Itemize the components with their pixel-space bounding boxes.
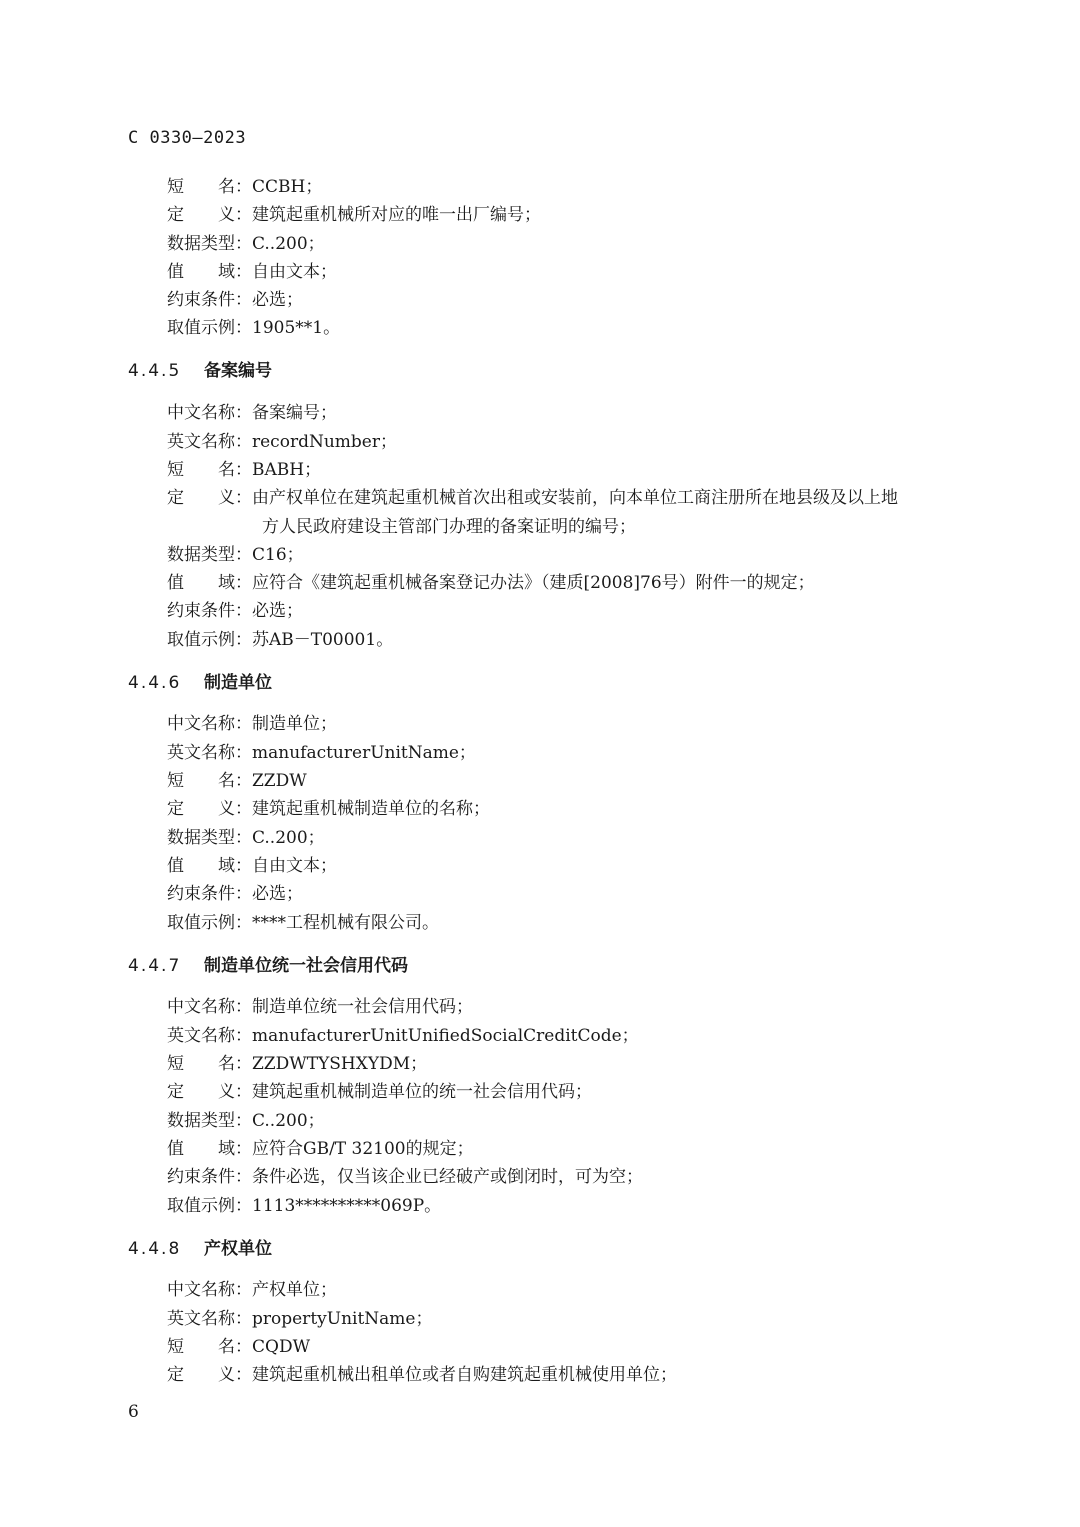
field-label: 数据类型： xyxy=(167,234,252,254)
field-data-type xyxy=(167,541,304,569)
field-data-type xyxy=(167,230,325,258)
field-label: 取值示例： xyxy=(167,1196,252,1216)
field-short-name xyxy=(167,1333,310,1361)
field-label: 值 域： xyxy=(167,1139,252,1159)
field-label: 短 名： xyxy=(167,1337,252,1357)
field-label: 数据类型： xyxy=(167,1111,252,1131)
field-value: 条件必选，仅当该企业已经破产或倒闭时，可为空； xyxy=(252,1167,643,1187)
field-definition xyxy=(167,1361,677,1389)
field-data-type xyxy=(167,1107,325,1135)
field-value: 建筑起重机械所对应的唯一出厂编号； xyxy=(252,205,541,225)
field-label: 短 名： xyxy=(167,1054,252,1074)
field-label: 定 义： xyxy=(167,1082,252,1102)
field-value: recordNumber； xyxy=(252,432,397,452)
field-value: CQDW xyxy=(252,1337,311,1357)
field-value: 必选； xyxy=(252,884,303,904)
field-definition xyxy=(167,484,898,512)
field-value: propertyUnitName； xyxy=(252,1309,433,1329)
field-label: 中文名称： xyxy=(167,1280,252,1300)
field-label: 约束条件： xyxy=(167,884,252,904)
field-label: 短 名： xyxy=(167,771,252,791)
field-value: 1113**********069P。 xyxy=(252,1196,442,1216)
field-example xyxy=(167,314,340,342)
field-label: 约束条件： xyxy=(167,290,252,310)
field-en-name xyxy=(167,428,397,456)
field-constraint xyxy=(167,880,303,908)
field-value: 备案编号； xyxy=(252,403,337,423)
section-heading xyxy=(128,669,272,697)
field-label: 取值示例： xyxy=(167,318,252,338)
section-number: 4.4.5 xyxy=(128,361,182,381)
field-value-domain xyxy=(167,569,815,597)
field-value: C16； xyxy=(252,545,304,565)
field-label: 中文名称： xyxy=(167,403,252,423)
field-label: 约束条件： xyxy=(167,601,252,621)
field-label: 中文名称： xyxy=(167,997,252,1017)
field-value: 产权单位； xyxy=(252,1280,337,1300)
field-definition-continued: 方人民政府建设主管部门办理的备案证明的编号； xyxy=(262,517,636,537)
field-value: 应符合《建筑起重机械备案登记办法》（建质[2008]76号）附件一的规定； xyxy=(252,573,815,593)
field-value: C..200； xyxy=(252,828,325,848)
field-label: 中文名称： xyxy=(167,714,252,734)
field-short-name xyxy=(167,456,321,484)
field-cn-name xyxy=(167,399,337,427)
field-value: manufacturerUnitName； xyxy=(252,743,476,763)
field-label: 英文名称： xyxy=(167,1309,252,1329)
field-constraint xyxy=(167,1163,643,1191)
field-short-name xyxy=(167,173,322,201)
field-en-name xyxy=(167,1305,432,1333)
field-label: 定 义： xyxy=(167,1365,252,1385)
field-label: 短 名： xyxy=(167,177,252,197)
field-example xyxy=(167,1192,441,1220)
field-value: C..200； xyxy=(252,1111,325,1131)
field-definition xyxy=(167,795,490,823)
field-value: 由产权单位在建筑起重机械首次出租或安装前，向本单位工商注册所在地县级及以上地 xyxy=(252,488,898,508)
field-definition xyxy=(167,201,541,229)
field-value: ZZDWTYSHXYDM； xyxy=(252,1054,428,1074)
field-example xyxy=(167,909,439,937)
field-label: 数据类型： xyxy=(167,545,252,565)
field-value-domain xyxy=(167,852,337,880)
field-value: BABH； xyxy=(252,460,322,480)
field-value: 制造单位； xyxy=(252,714,337,734)
field-value: 建筑起重机械制造单位的名称； xyxy=(252,799,490,819)
section-number: 4.4.6 xyxy=(128,673,182,693)
field-en-name xyxy=(167,739,476,767)
field-value: 自由文本； xyxy=(252,262,337,282)
section-title: 产权单位 xyxy=(204,1239,272,1259)
field-value: 苏AB－T00001。 xyxy=(252,630,394,650)
field-label: 英文名称： xyxy=(167,432,252,452)
field-short-name xyxy=(167,1050,427,1078)
field-value: 制造单位统一社会信用代码； xyxy=(252,997,473,1017)
field-constraint xyxy=(167,597,303,625)
field-label: 约束条件： xyxy=(167,1167,252,1187)
field-label: 值 域： xyxy=(167,573,252,593)
field-label: 定 义： xyxy=(167,205,252,225)
section-heading xyxy=(128,357,272,385)
section-title: 备案编号 xyxy=(204,361,272,381)
field-value: ****工程机械有限公司。 xyxy=(252,913,439,933)
field-constraint xyxy=(167,286,303,314)
field-label: 值 域： xyxy=(167,856,252,876)
field-value-domain xyxy=(167,258,337,286)
field-value: C..200； xyxy=(252,234,325,254)
field-cn-name xyxy=(167,710,337,738)
field-value: manufacturerUnitUnifiedSocialCreditCode； xyxy=(252,1026,639,1046)
field-label: 取值示例： xyxy=(167,913,252,933)
section-heading xyxy=(128,1235,272,1263)
page-number: 6 xyxy=(128,1402,139,1422)
field-value: CCBH； xyxy=(252,177,323,197)
field-label: 取值示例： xyxy=(167,630,252,650)
field-definition xyxy=(167,1078,592,1106)
field-value: 必选； xyxy=(252,601,303,621)
section-title: 制造单位 xyxy=(204,673,272,693)
field-value: 建筑起重机械出租单位或者自购建筑起重机械使用单位； xyxy=(252,1365,677,1385)
field-value: 建筑起重机械制造单位的统一社会信用代码； xyxy=(252,1082,592,1102)
field-label: 定 义： xyxy=(167,488,252,508)
field-cn-name xyxy=(167,993,473,1021)
field-example xyxy=(167,626,393,654)
field-label: 短 名： xyxy=(167,460,252,480)
field-cn-name xyxy=(167,1276,337,1304)
section-number: 4.4.7 xyxy=(128,956,182,976)
field-value: 自由文本； xyxy=(252,856,337,876)
section-heading xyxy=(128,952,408,980)
field-label: 值 域： xyxy=(167,262,252,282)
section-number: 4.4.8 xyxy=(128,1239,182,1259)
field-label: 英文名称： xyxy=(167,1026,252,1046)
field-label: 定 义： xyxy=(167,799,252,819)
field-value: 应符合GB/T 32100的规定； xyxy=(252,1139,474,1159)
field-value: 1905**1。 xyxy=(252,318,341,338)
field-value: ZZDW xyxy=(252,771,307,791)
field-label: 数据类型： xyxy=(167,828,252,848)
field-value-domain xyxy=(167,1135,474,1163)
section-title: 制造单位统一社会信用代码 xyxy=(204,956,408,976)
field-short-name xyxy=(167,767,307,795)
field-data-type xyxy=(167,824,325,852)
field-value: 必选； xyxy=(252,290,303,310)
field-en-name xyxy=(167,1022,639,1050)
field-label: 英文名称： xyxy=(167,743,252,763)
document-code-header: C 0330—2023 xyxy=(128,128,247,148)
